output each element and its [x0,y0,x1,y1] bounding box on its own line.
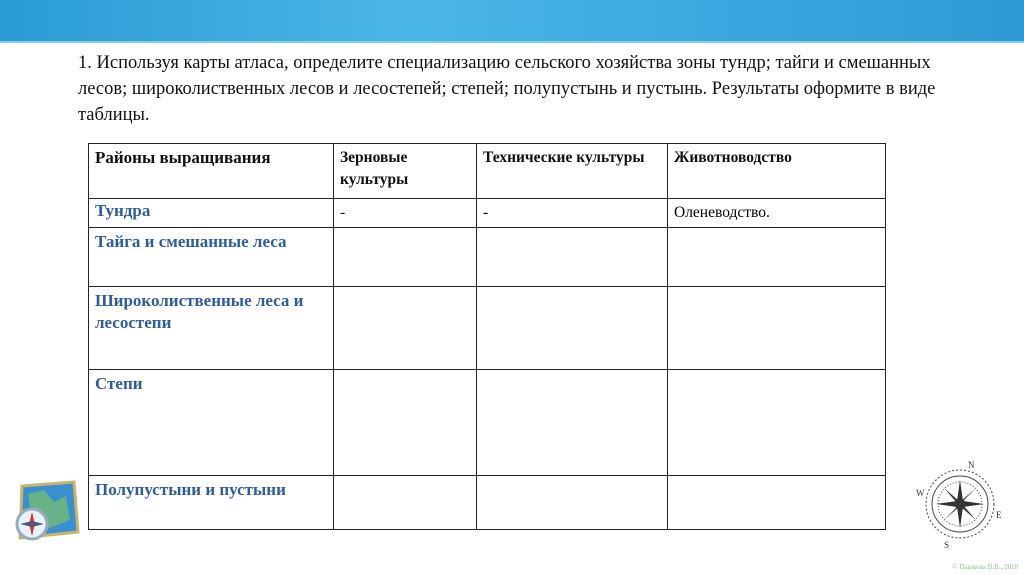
livestock-cell[interactable] [668,287,886,370]
table-row [89,287,886,370]
region-cell: Широколиственные леса и лесостепи [89,287,334,370]
grain-cell[interactable]: - [334,199,477,228]
technical-cell[interactable] [477,476,668,530]
agriculture-table [88,143,886,530]
header-regions: Районы выращивания [89,144,334,199]
table-row [89,228,886,287]
map-compass-icon [14,480,80,542]
table-row [89,199,886,228]
header-livestock: Животноводство [668,144,886,199]
livestock-cell[interactable]: Оленеводство. [668,199,886,228]
grain-cell[interactable] [334,476,477,530]
table-row [89,370,886,476]
svg-text:N: N [968,460,975,470]
livestock-cell[interactable] [668,476,886,530]
header-banner [0,0,1024,43]
region-cell: Степи [89,370,334,476]
region-cell: Тайга и смешанные леса [89,228,334,287]
table-header-row [89,144,886,199]
grain-cell[interactable] [334,370,477,476]
copyright: © Пашкова В.В., 2018 [952,563,1018,571]
svg-text:S: S [944,540,950,550]
region-cell: Полупустыни и пустыни [89,476,334,530]
task-text: 1. Используя карты атласа, определите специализацию сельского хозяйства зоны тундр; тайги и смешанных лесов; широколиственных лесов и лесостепей; степей; полупустынь и пустынь. Результаты оформите в виде таблицы. [78,53,936,125]
grain-cell[interactable] [334,228,477,287]
technical-cell[interactable] [477,370,668,476]
technical-cell[interactable] [477,228,668,287]
table-row [89,476,886,530]
region-cell: Тундра [89,199,334,228]
livestock-cell[interactable] [668,370,886,476]
header-grain: Зерновые культуры [334,144,477,199]
grain-cell[interactable] [334,287,477,370]
svg-text:E: E [996,510,1002,520]
header-technical: Технические культуры [477,144,668,199]
technical-cell[interactable] [477,287,668,370]
livestock-cell[interactable] [668,228,886,287]
technical-cell[interactable]: - [477,199,668,228]
compass-rose-icon [914,458,1006,550]
svg-text:W: W [916,488,925,498]
